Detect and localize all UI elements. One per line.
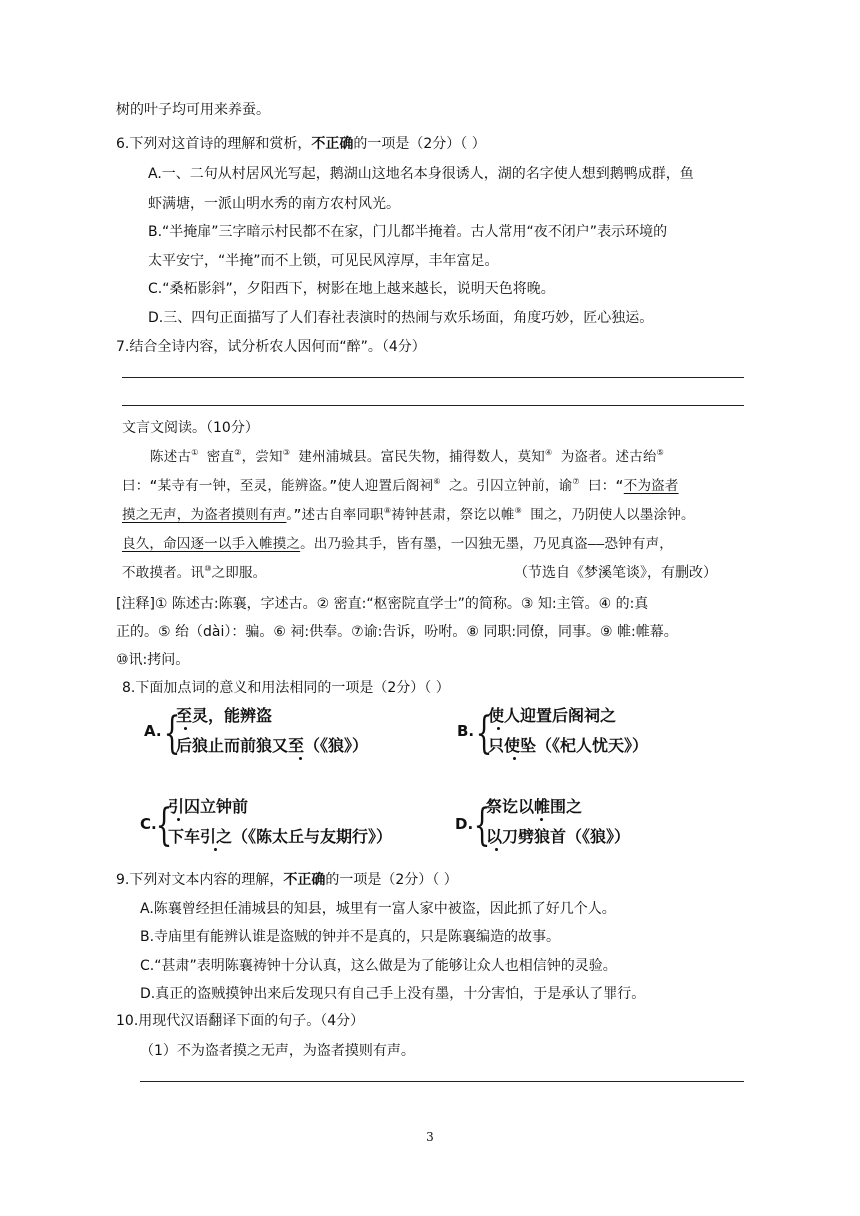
underlined-sentence: 良久，命囚逐一以手入帷摸之	[122, 536, 301, 552]
q9-option-a: A.陈襄曾经担任浦城县的知县，城里有一富人家中被盗，因此抓了好几个人。	[140, 901, 616, 917]
emphasis-dot	[214, 848, 217, 851]
emphasis-dot	[299, 757, 302, 760]
emphasis-dot	[513, 757, 516, 760]
answer-line[interactable]	[140, 1081, 744, 1082]
emphasis: 不正确	[311, 136, 354, 152]
emphasis-dot	[497, 727, 500, 730]
question-7: 7.结合全诗内容，试分析农人因何而“醉”。（4分）	[116, 339, 426, 355]
question-9: 9.下列对文本内容的理解，不正确的一项是（2分）（ ）	[116, 872, 458, 888]
annotation-line: 正的。⑤ 绐（dài）：骗。⑥ 祠:供奉。⑦谕:告诉，吩咐。⑧ 同职:同僚，同事。⑨ 帷:帷幕。	[116, 624, 678, 640]
emphasis-dot	[184, 727, 187, 730]
answer-line[interactable]	[122, 405, 744, 406]
source-citation: （节选自《梦溪笔谈》，有删改）	[514, 565, 717, 581]
underlined-sentence: 摸之无声，为盗者摸则有声	[122, 507, 287, 523]
answer-line[interactable]	[122, 377, 744, 378]
text-line: 树的叶子均可用来养蚕。	[116, 102, 270, 118]
option-a-label: A.	[144, 722, 162, 740]
emphasis-dot	[495, 848, 498, 851]
emphasis: 不正确	[283, 872, 326, 888]
option-a-line2: 后狼止而前狼又至（《狼》）	[176, 736, 369, 755]
underlined-sentence: 不为盗者	[623, 478, 679, 494]
annotation-line: ⑩讯:拷问。	[116, 652, 190, 668]
option-c-label: C.	[140, 815, 157, 833]
brace-icon: {	[473, 800, 491, 851]
option-d-line2: 以刀劈狼首（《狼》）	[486, 827, 631, 846]
q6-option-c: C.“桑柘影斜”，夕阳西下，树影在地上越来越长，说明天色将晚。	[148, 281, 555, 297]
option-c-line1: 引囚立钟前	[168, 797, 249, 816]
brace-icon: {	[475, 708, 493, 759]
passage-line-4: 良久，命囚逐一以手入帷摸之。出乃验其手，皆有墨，一囚独无墨，乃见真盗——恐钟有声，	[122, 536, 673, 552]
passage-line-5: 不敢摸者。讯⑩之即服。	[122, 564, 267, 581]
emphasis-dot	[540, 818, 543, 821]
q6-option-a: A.一、二句从村居风光写起，鹅湖山这地名本身很诱人，湖的名字使人想到鹅鸭成群，鱼	[148, 166, 694, 182]
passage-line-2: 曰：“某寺有一钟，至灵，能辨盗。”使人迎置后阁祠⑥ 之。引囚立钟前，谕⑦ 曰：“不为盗者	[122, 477, 679, 494]
q6-option-a-cont: 虾满塘，一派山明水秀的南方农村风光。	[148, 196, 400, 212]
question-6: 6.下列对这首诗的理解和赏析，不正确的一项是（2分）（ ）	[116, 136, 486, 152]
emphasis-dot	[177, 818, 180, 821]
question-10: 10.用现代汉语翻译下面的句子。（4分）	[116, 1013, 365, 1029]
option-c-line2: 下车引之（《陈太丘与友期行》）	[168, 827, 393, 846]
option-a-line1: 至灵，能辨盗	[176, 706, 273, 725]
page-number: 3	[426, 1130, 434, 1144]
option-b-line2: 只使坠（《杞人忧天》）	[488, 736, 649, 755]
option-d-label: D.	[455, 815, 474, 833]
passage-line-3: 摸之无声，为盗者摸则有声。”述古自率同职⑧祷钟甚肃，祭讫以帷⑨ 围之，乃阴使人以墨涂钟。	[122, 506, 695, 523]
q9-option-b: B.寺庙里有能辨认谁是盗贼的钟并不是真的，只是陈襄编造的故事。	[140, 929, 561, 945]
q9-option-d: D.真正的盗贼摸钟出来后发现只有自己手上没有墨，十分害怕，于是承认了罪行。	[140, 986, 646, 1002]
passage-line-1: 陈述古① 密直②，尝知③ 建州浦城县。富民失物，捕得数人，莫知④ 为盗者。述古绐⑤	[150, 448, 664, 465]
brace-icon: {	[163, 708, 181, 759]
option-d-line1: 祭讫以帷围之	[486, 797, 583, 816]
option-b-label: B.	[457, 722, 475, 740]
q6-option-d: D.三、四句正面描写了人们春社表演时的热闹与欢乐场面，角度巧妙，匠心独运。	[148, 310, 654, 326]
option-b-line1: 使人迎置后阁祠之	[488, 706, 617, 725]
brace-icon: {	[155, 800, 173, 851]
section-title: 文言文阅读。（10分）	[122, 420, 259, 436]
q10-sentence-1: （1）不为盗者摸之无声，为盗者摸则有声。	[140, 1043, 415, 1059]
q9-option-c: C.“甚肃”表明陈襄祷钟十分认真，这么做是为了能够让众人也相信钟的灵验。	[140, 958, 617, 974]
q6-option-b-cont: 太平安宁，“半掩”而不上锁，可见民风淳厚，丰年富足。	[148, 253, 499, 269]
annotation-line: [注释]① 陈述古:陈襄，字述古。② 密直:“枢密院直学士”的简称。③ 知:主管。④ 的:真	[116, 596, 649, 612]
q6-option-b: B.“半掩扉”三字暗示村民都不在家，门儿都半掩着。古人常用“夜不闭户”表示环境的	[148, 224, 668, 240]
question-8: 8.下面加点词的意义和用法相同的一项是（2分）（ ）	[122, 680, 450, 696]
